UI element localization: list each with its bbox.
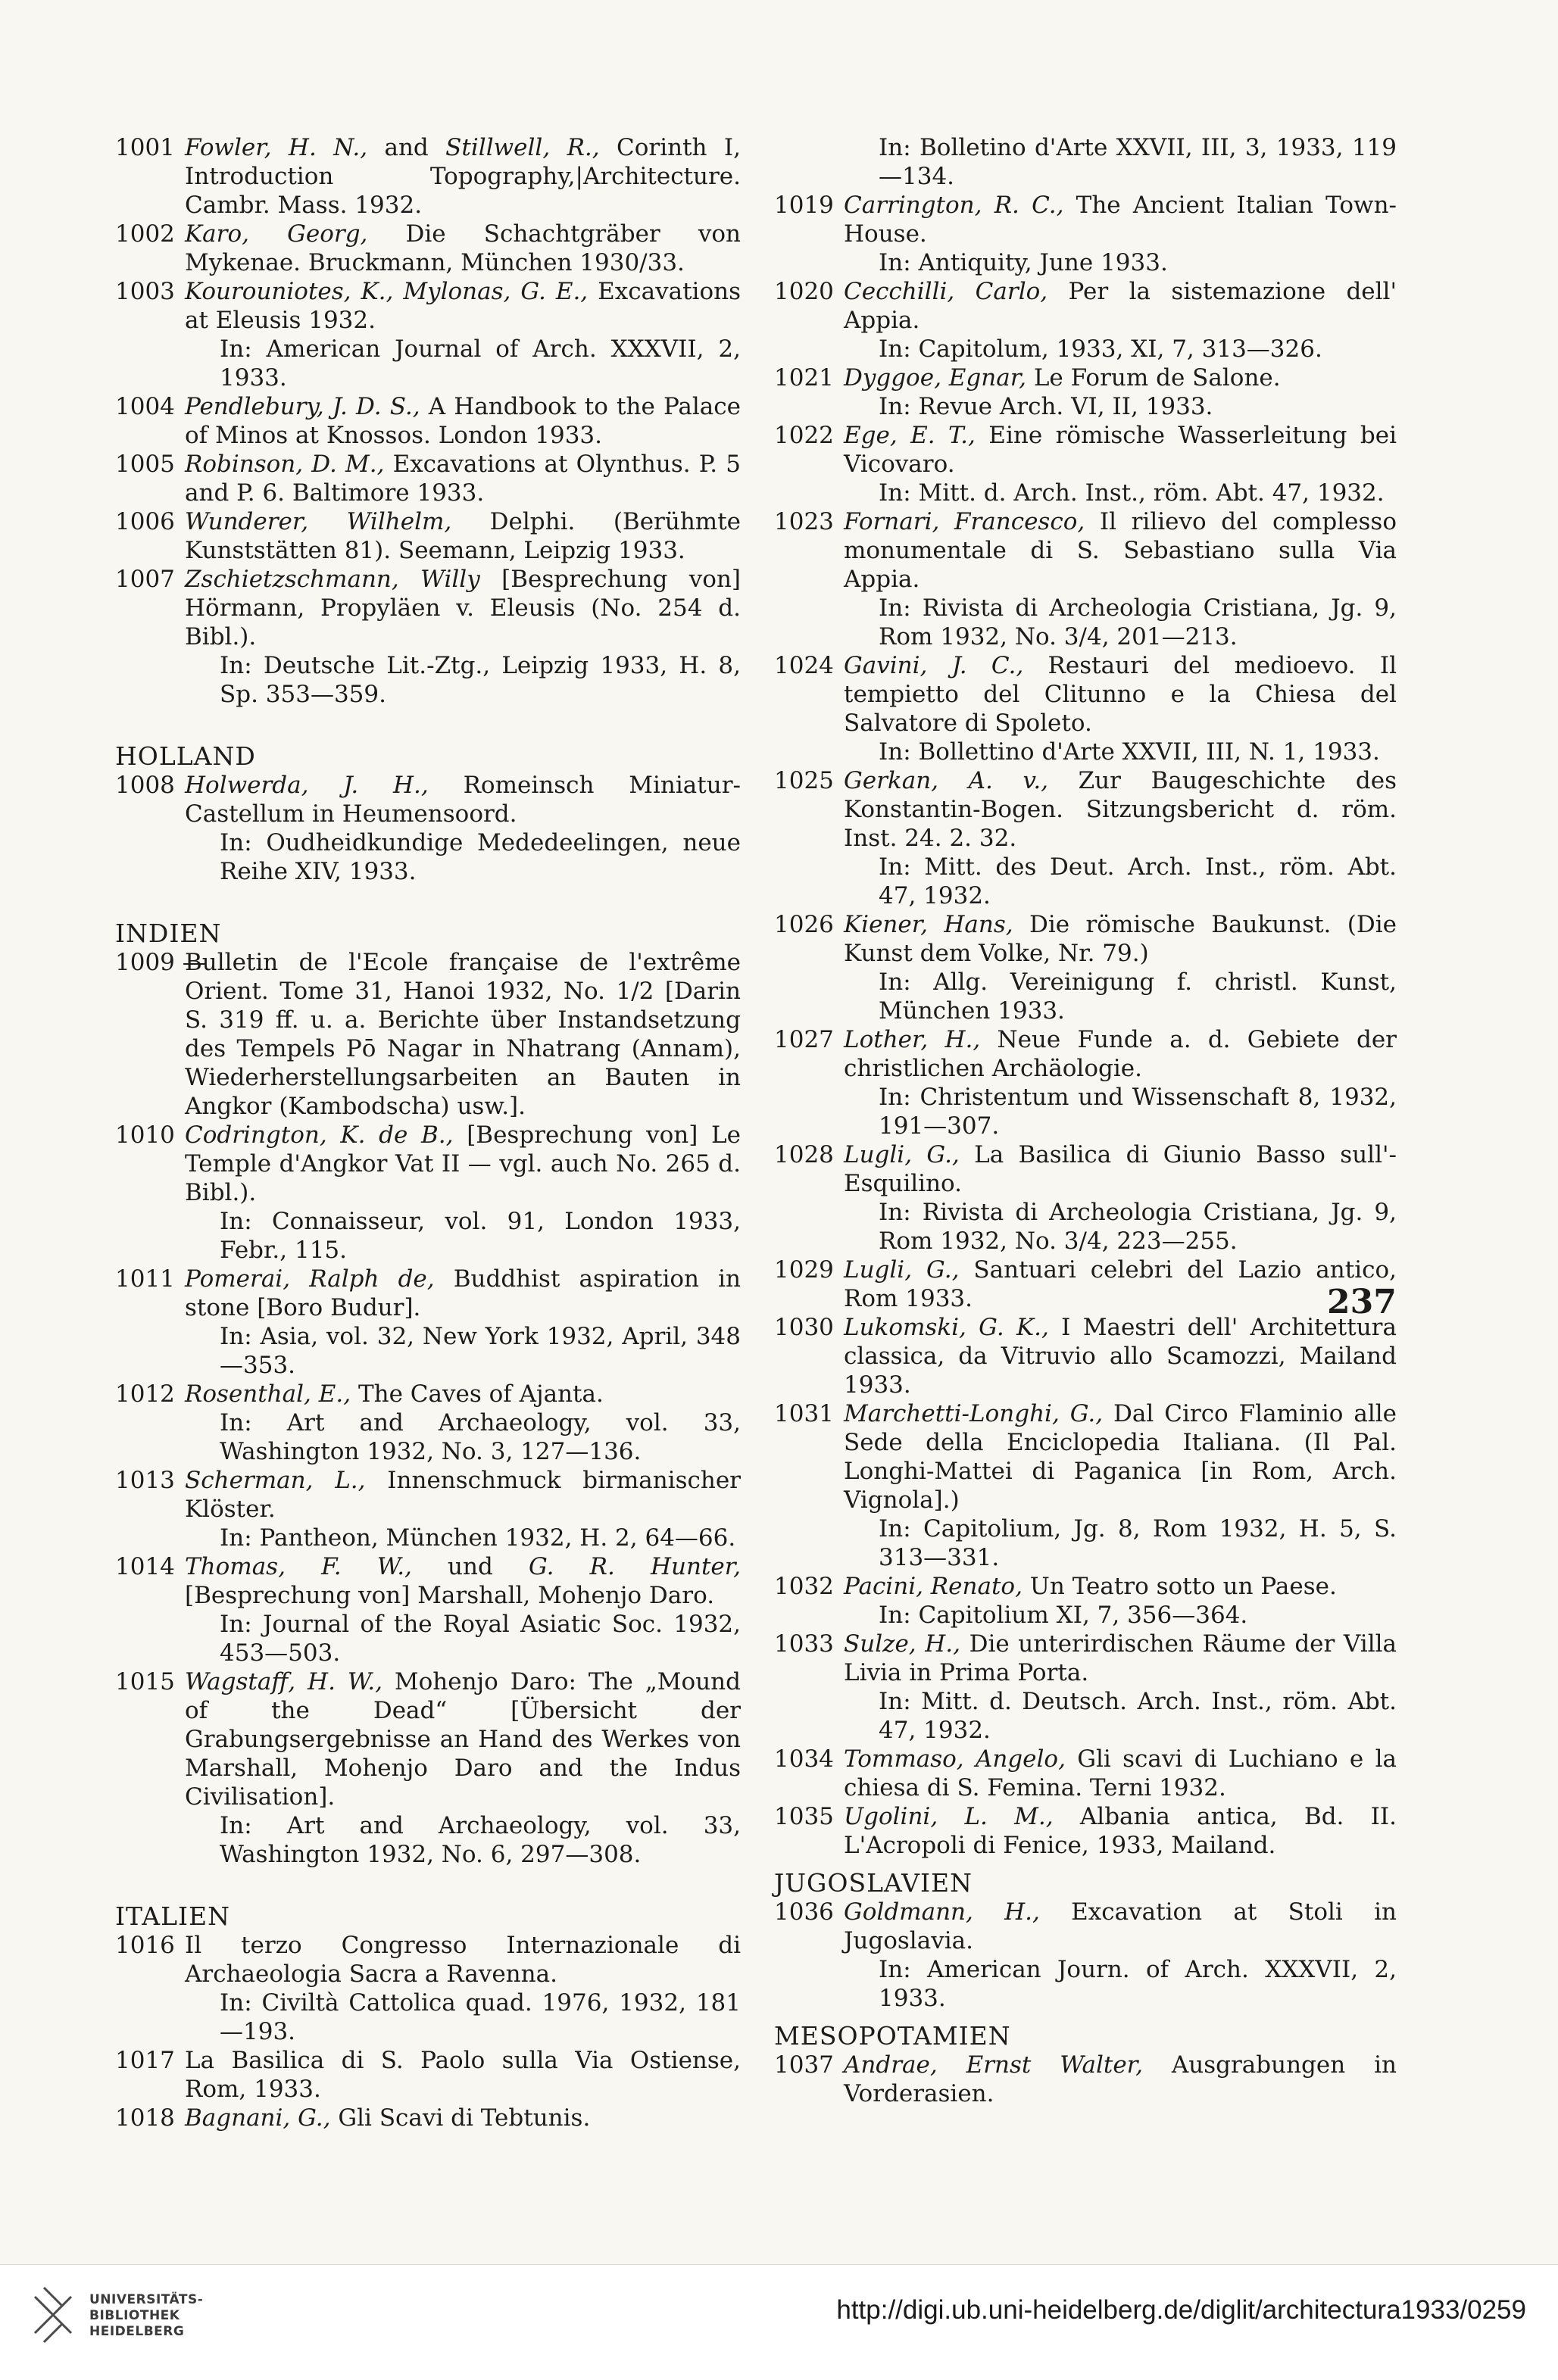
entry-number: 1023	[774, 508, 834, 535]
bibliography-entry	[774, 191, 1397, 277]
entry-body	[185, 507, 741, 565]
entry-source: In: Mitt. d. Deutsch. Arch. Inst., röm. Abt. 47, 1932.	[879, 1688, 1397, 1744]
bibliography-entry	[115, 1265, 741, 1380]
entry-title: Die Schachtgräber von Mykenae. Bruckmann, München 1930/33.	[185, 220, 741, 276]
entry-title: Zur Baugeschichte des Konstantin-Bogen. Sitzungsbericht d. röm. Inst. 24. 2. 32.	[844, 767, 1397, 852]
entry-source: In: Capitolum, 1933, XI, 7, 313—326.	[879, 335, 1322, 363]
entry-author: Kiener, Hans,	[844, 911, 1013, 938]
entry-source: In: Antiquity, June 1933.	[879, 249, 1168, 276]
entry-source: In: Revue Arch. VI, II, 1933.	[879, 393, 1213, 420]
entry-author: Andrae, Ernst Walter,	[844, 2051, 1143, 2079]
entry-author: Cecchilli, Carlo,	[844, 278, 1048, 305]
entry-number: 1010	[115, 1121, 175, 1149]
entry-number: 1033	[774, 1630, 834, 1658]
section-heading: HOLLAND	[115, 741, 256, 771]
entry-author: Wunderer, Wilhelm,	[185, 508, 452, 535]
entry-citation	[844, 421, 1397, 479]
entry-number: 1015	[115, 1668, 175, 1695]
entry-body	[844, 1399, 1397, 1572]
entry-title: Dal Circo Flaminio alle Sede della Enciclopedia Italiana. (Il Pal. Longhi-Mattei di Paganica [in Rom, Arch. Vignola].)	[844, 1400, 1397, 1514]
bibliography-entry	[115, 565, 741, 709]
entry-number: 1016	[115, 1932, 175, 1959]
entry-citation	[185, 2104, 741, 2132]
entry-author: Pendlebury, J. D. S.,	[185, 393, 420, 420]
left-column	[115, 133, 741, 2132]
entry-body	[185, 133, 741, 220]
entry-title: Excavations at Olynthus. P. 5 and P. 6. Baltimore 1933.	[185, 451, 741, 507]
bibliography-entry	[774, 651, 1397, 766]
entry-body	[185, 2046, 741, 2104]
entry-author: Fornari, Francesco,	[844, 508, 1085, 535]
entry-title: Die römische Baukunst. (Die Kunst dem Volke, Nr. 79.)	[844, 911, 1397, 967]
entry-title: Le Forum de Salone.	[1026, 364, 1281, 391]
bibliography-entry	[115, 220, 741, 277]
section-heading: JUGOSLAVIEN	[774, 1868, 973, 1898]
entry-source: In: Bolletino d'Arte XXVII, III, 3, 1933, 119—134.	[879, 134, 1397, 190]
entry-source: In: Oudheidkundige Mededeelingen, neue Reihe XIV, 1933.	[220, 829, 741, 885]
bibliography-entry	[774, 910, 1397, 1025]
library-name	[89, 2292, 203, 2340]
bibliography-entry	[774, 1745, 1397, 1802]
entry-citation	[844, 277, 1397, 335]
entry-number: 1002	[115, 220, 175, 248]
entry-citation	[185, 1380, 741, 1408]
entry-author: Carrington, R. C.,	[844, 192, 1064, 219]
bibliography-entry	[774, 1256, 1397, 1313]
entry-title: The Caves of Ajanta.	[351, 1380, 604, 1408]
entry-body	[844, 1025, 1397, 1140]
entry-source: In: Pantheon, München 1932, H. 2, 64—66.	[220, 1524, 736, 1552]
entry-title: Innenschmuck birmanischer Klöster.	[185, 1467, 741, 1523]
entry-author: Scherman, L.,	[185, 1467, 366, 1494]
entry-title: Santuari celebri del Lazio antico, Rom 1933.	[844, 1256, 1397, 1312]
bibliography-entry	[115, 392, 741, 450]
entry-author: Wagstaff, H. W.,	[185, 1668, 382, 1695]
entry-author: Tommaso, Angelo,	[844, 1745, 1066, 1773]
library-name-line: BIBLIOTHEK	[89, 2308, 180, 2323]
right-column	[774, 133, 1397, 2108]
entry-source: In: American Journ. of Arch. XXXVII, 2, 1933.	[879, 1956, 1397, 2012]
entry-body	[844, 1256, 1397, 1313]
entry-author: Zschietzschmann, Willy	[185, 566, 480, 593]
entry-number: 1031	[774, 1400, 834, 1427]
entry-number: 1003	[115, 278, 175, 305]
entry-citation	[844, 1140, 1397, 1198]
entry-title: La Basilica di Giunio Basso sull'-Esquilino.	[844, 1141, 1397, 1197]
entry-title: Excavations at Eleusis 1932.	[185, 278, 741, 334]
bibliography-entry	[774, 2051, 1397, 2108]
entry-number: 1006	[115, 508, 175, 535]
entry-author: Gerkan, A. v.,	[844, 767, 1049, 794]
library-name-line: UNIVERSITÄTS-	[89, 2292, 204, 2307]
entry-body	[844, 421, 1397, 507]
entry-title: Corinth I, Introduction Topography,|Architecture. Cambr. Mass. 1932.	[185, 134, 742, 219]
entry-number: 1036	[774, 1898, 834, 1926]
entry-number: 1026	[774, 911, 834, 938]
bibliography-entry	[115, 1380, 741, 1466]
entry-number: 1022	[774, 422, 834, 449]
entry-body	[844, 1745, 1397, 1802]
entry-author: Kourouniotes, K., Mylonas, G. E.,	[185, 278, 589, 305]
entry-title: Ausgrabungen in Vorderasien.	[844, 2051, 1397, 2107]
bibliography-entry	[115, 450, 741, 507]
entry-number: 1035	[774, 1803, 834, 1830]
section-heading: ITALIEN	[115, 1901, 230, 1931]
entry-source: In: Christentum und Wissenschaft 8, 1932, 191—307.	[879, 1084, 1397, 1140]
entry-body	[844, 766, 1397, 910]
entry-citation	[185, 1466, 741, 1524]
entry-body	[185, 1552, 741, 1667]
entry-citation	[844, 363, 1397, 392]
entry-citation	[185, 277, 741, 335]
bibliography-entry	[115, 1466, 741, 1552]
entry-title: and	[367, 134, 446, 161]
entry-body	[844, 1630, 1397, 1745]
entry-citation	[844, 1025, 1397, 1083]
entry-title: Gli Scavi di Tebtunis.	[330, 2104, 591, 2132]
entry-title: Per la sistemazione dell' Appia.	[844, 278, 1397, 334]
entry-title: Romeinsch Miniatur-Castellum in Heumensoord.	[185, 772, 741, 828]
bibliography-entry	[774, 277, 1397, 363]
entry-author: Lugli, G.,	[844, 1141, 960, 1168]
entry-author: Ege, E. T.,	[844, 422, 976, 449]
entry-body	[844, 651, 1397, 766]
entry-citation	[185, 2046, 741, 2104]
entry-author: Ugolini, L. M.,	[844, 1803, 1054, 1830]
entry-title: [Besprechung von] Hörmann, Propyläen v. Eleusis (No. 254 d. Bibl.).	[185, 566, 742, 650]
entry-citation	[844, 2051, 1397, 2108]
entry-citation	[185, 392, 741, 450]
entry-citation	[844, 1572, 1397, 1601]
entry-author: Karo, Georg,	[185, 220, 368, 248]
entry-body	[185, 450, 741, 507]
section-heading: INDIEN	[115, 919, 222, 948]
entry-source: In: Journal of the Royal Asiatic Soc. 1932, 453—503.	[220, 1611, 741, 1667]
entry-citation	[185, 1667, 741, 1811]
entry-title: Excavation at Stoli in Jugoslavia.	[844, 1898, 1397, 1954]
entry-author: Lukomski, G. K.,	[844, 1314, 1049, 1341]
library-logo-icon	[30, 2282, 79, 2362]
entry-citation	[844, 1399, 1397, 1514]
bibliography-entry	[774, 1140, 1397, 1256]
entry-citation	[185, 507, 741, 565]
entry-citation	[185, 771, 741, 828]
entry-citation	[844, 1745, 1397, 1802]
entry-title: Eine römische Wasserleitung bei Vicovaro.	[844, 422, 1397, 478]
entry-title: Albania antica, Bd. II. L'Acropoli di Fenice, 1933, Mailand.	[844, 1803, 1397, 1859]
entry-number: 1014	[115, 1553, 175, 1580]
entry-author: Pomerai, Ralph de,	[185, 1265, 435, 1293]
entry-body	[844, 363, 1397, 421]
entry-number: 1011	[115, 1265, 175, 1293]
entry-citation	[844, 766, 1397, 853]
entry-body	[185, 1121, 741, 1265]
bibliography-entry	[774, 766, 1397, 910]
entry-title: A Handbook to the Palace of Minos at Knossos. London 1933.	[185, 393, 742, 449]
entry-citation	[844, 507, 1397, 594]
entry-title: Il terzo Congresso Internazionale di Archaeologia Sacra a Ravenna.	[185, 1932, 741, 1988]
entry-source: In: Mitt. des Deut. Arch. Inst., röm. Abt. 47, 1932.	[879, 853, 1397, 909]
bibliography-entry	[774, 1399, 1397, 1572]
entry-citation	[844, 1898, 1397, 1955]
entry-citation	[185, 450, 741, 507]
bibliography-entry	[774, 1898, 1397, 2013]
entry-body	[185, 220, 741, 277]
entry-author: Pacini, Renato,	[844, 1573, 1023, 1600]
entry-citation	[844, 910, 1397, 968]
bibliography-entry	[774, 1802, 1397, 1860]
bibliography-entry	[115, 1931, 741, 2046]
entry-source: In: Capitolium XI, 7, 356—364.	[879, 1602, 1248, 1629]
entry-title: [Besprechung von] Marshall, Mohenjo Daro.	[185, 1582, 715, 1609]
entry-number: 1013	[115, 1467, 175, 1494]
entry-author: Bagnani, G.,	[185, 2104, 331, 2132]
entry-author: Marchetti-Longhi, G.,	[844, 1400, 1104, 1427]
bibliography-entry	[115, 2104, 741, 2132]
entry-number: 1009 —	[115, 949, 206, 976]
entry-title: I Maestri dell' Architettura classica, da Vitruvio allo Scamozzi, Mailand 1933.	[844, 1314, 1397, 1399]
bibliography-entry	[774, 421, 1397, 507]
entry-author: Holwerda, J. H.,	[185, 772, 429, 799]
entry-body	[185, 565, 741, 709]
entry-body	[185, 2104, 741, 2132]
entry-source: In: Bollettino d'Arte XXVII, III, N. 1, 1933.	[879, 738, 1380, 766]
entry-source: In: Rivista di Archeologia Cristiana, Jg. 9, Rom 1932, No. 3/4, 223—255.	[879, 1199, 1397, 1255]
entry-body	[844, 1898, 1397, 2013]
entry-body	[185, 948, 741, 1121]
entry-body	[185, 1380, 741, 1466]
entry-body	[185, 771, 741, 886]
entry-number: 1008	[115, 772, 175, 799]
entry-citation	[185, 1121, 741, 1207]
entry-title: Restauri del medioevo. Il tempietto del Clitunno e la Chiesa del Salvatore di Spoleto.	[844, 652, 1397, 737]
entry-citation	[844, 191, 1397, 248]
entry-author: Thomas, F. W.,	[185, 1553, 412, 1580]
source-url-link[interactable]: http://digi.ub.uni-heidelberg.de/diglit/architectura1933/0259	[836, 2295, 1526, 2325]
entry-number: 1030	[774, 1314, 834, 1341]
bibliography-entry	[115, 1552, 741, 1667]
entry-body	[844, 910, 1397, 1025]
entry-body	[844, 1140, 1397, 1256]
entry-title: Mohenjo Daro: The „Mound of the Dead“ [Übersicht der Grabungsergebnisse an Hand des Werkes von Marshall, Mohenjo Daro and the Indus Civilisation].	[185, 1668, 741, 1811]
bibliography-entry	[774, 133, 1397, 191]
entry-source: In: Connaisseur, vol. 91, London 1933, Febr., 115.	[220, 1208, 741, 1264]
entry-title: Il rilievo del complesso monumentale di S. Sebastiano sulla Via Appia.	[844, 508, 1397, 593]
bibliography-entry	[115, 133, 741, 220]
library-name-line: HEIDELBERG	[89, 2324, 185, 2339]
entry-source: In: Art and Archaeology, vol. 33, Washington 1932, No. 3, 127—136.	[220, 1409, 741, 1465]
entry-citation	[844, 1630, 1397, 1687]
entry-title: Bulletin de l'Ecole française de l'extrême Orient. Tome 31, Hanoi 1932, No. 1/2 [Darin S. 319 ff. u. a. Berichte über Instandsetzung des Tempels Pō Nagar in Nhatrang (Annam), Wiederherstellungsarbeiten an Bauten in Angkor (Kambodscha) usw.].	[185, 949, 741, 1120]
bibliography-entry	[115, 507, 741, 565]
entry-author: Goldmann, H.,	[844, 1898, 1040, 1926]
bibliography-entry	[115, 2046, 741, 2104]
entry-author: Rosenthal, E.,	[185, 1380, 351, 1408]
entry-citation	[185, 1552, 741, 1610]
entry-number: 1001	[115, 134, 175, 161]
entry-title: Delphi. (Berühmte Kunststätten 81). Seemann, Leipzig 1933.	[185, 508, 741, 564]
entry-number: 1021	[774, 364, 834, 391]
entry-number: 1025	[774, 767, 834, 794]
entry-citation	[185, 220, 741, 277]
entry-source: In: Rivista di Archeologia Cristiana, Jg. 9, Rom 1932, No. 3/4, 201—213.	[879, 594, 1397, 650]
entry-number: 1005	[115, 451, 175, 478]
entry-author: Lother, H.,	[844, 1026, 981, 1053]
bibliography-entry	[774, 1572, 1397, 1630]
page-number: 237	[1327, 1283, 1397, 1321]
entry-citation	[844, 1313, 1397, 1399]
entry-source: In: Asia, vol. 32, New York 1932, April, 348—353.	[220, 1323, 741, 1379]
entry-source: In: Deutsche Lit.-Ztg., Leipzig 1933, H. 8, Sp. 353—359.	[220, 652, 741, 708]
entry-author: G. R. Hunter,	[528, 1553, 742, 1580]
bibliography-entry	[774, 1313, 1397, 1399]
entry-number: 1017	[115, 2047, 175, 2074]
entry-citation	[844, 1256, 1397, 1313]
entry-citation	[185, 1931, 741, 1989]
entry-author: Fowler, H. N.,	[185, 134, 368, 161]
entry-body	[185, 392, 741, 450]
entry-body	[844, 1802, 1397, 1860]
entry-number: 1018	[115, 2104, 175, 2132]
bibliography-entry	[115, 1121, 741, 1265]
bibliography-entry	[774, 507, 1397, 651]
entry-title: La Basilica di S. Paolo sulla Via Ostiense, Rom, 1933.	[185, 2047, 741, 2103]
entry-number: 1027	[774, 1026, 834, 1053]
bibliography-entry	[115, 277, 741, 392]
entry-number: 1019	[774, 192, 834, 219]
entry-citation	[185, 948, 741, 1121]
entry-body	[844, 277, 1397, 363]
entry-source: In: Mitt. d. Arch. Inst., röm. Abt. 47, 1932.	[879, 479, 1385, 507]
entry-title: [Besprechung von] Le Temple d'Angkor Vat II — vgl. auch No. 265 d. Bibl.).	[185, 1121, 741, 1206]
bibliography-entry	[774, 363, 1397, 421]
entry-author: Lugli, G.,	[844, 1256, 960, 1284]
entry-source: In: Civiltà Cattolica quad. 1976, 1932, 181—193.	[220, 1989, 741, 2045]
section-heading: MESOPOTAMIEN	[774, 2021, 1011, 2051]
entry-number: 1007	[115, 566, 175, 593]
entry-body	[844, 2051, 1397, 2108]
entry-citation	[185, 1265, 741, 1322]
entry-body	[844, 1313, 1397, 1399]
entry-body	[844, 133, 1397, 191]
entry-title: Un Teatro sotto un Paese.	[1022, 1573, 1337, 1600]
entry-source: In: American Journal of Arch. XXXVII, 2, 1933.	[220, 335, 741, 391]
entry-author: Gavini, J. C.,	[844, 652, 1024, 679]
bibliography-entry	[774, 1025, 1397, 1140]
entry-author: Robinson, D. M.,	[185, 451, 385, 478]
entry-number: 1028	[774, 1141, 834, 1168]
entry-number	[774, 133, 844, 191]
entry-number: 1032	[774, 1573, 834, 1600]
entry-title: Gli scavi di Luchiano e la chiesa di S. Femina. Terni 1932.	[844, 1745, 1397, 1801]
entry-source: In: Capitolium, Jg. 8, Rom 1932, H. 5, S. 313—331.	[879, 1515, 1397, 1571]
bibliography-entry	[115, 771, 741, 886]
entry-body	[844, 191, 1397, 277]
entry-body	[185, 1466, 741, 1552]
bibliography-entry	[774, 1630, 1397, 1745]
entry-author: Stillwell, R.,	[445, 134, 600, 161]
entry-title: Neue Funde a. d. Gebiete der christlichen Archäologie.	[844, 1026, 1397, 1082]
entry-number: 1020	[774, 278, 834, 305]
entry-number: 1004	[115, 393, 175, 420]
entry-number: 1029	[774, 1256, 834, 1284]
entry-author: Sulze, H.,	[844, 1630, 960, 1658]
entry-title: und	[411, 1553, 529, 1580]
entry-body	[844, 507, 1397, 651]
entry-source: In: Allg. Vereinigung f. christl. Kunst, München 1933.	[879, 969, 1397, 1025]
entry-citation	[185, 133, 741, 220]
entry-number: 1034	[774, 1745, 834, 1773]
entry-number: 1037	[774, 2051, 834, 2079]
entry-body	[185, 1265, 741, 1380]
entry-body	[844, 1572, 1397, 1630]
entry-number: 1012	[115, 1380, 175, 1408]
entry-author: Codrington, K. de B.,	[185, 1121, 454, 1149]
entry-title: Buddhist aspiration in stone [Boro Budur].	[185, 1265, 741, 1321]
entry-title: The Ancient Italian Town-House.	[844, 192, 1397, 248]
entry-body	[185, 277, 741, 392]
entry-body	[185, 1931, 741, 2046]
entry-source: In: Art and Archaeology, vol. 33, Washington 1932, No. 6, 297—308.	[220, 1812, 741, 1868]
footer-bar	[0, 2264, 1558, 2380]
bibliography-entry	[115, 1667, 741, 1869]
entry-body	[185, 1667, 741, 1869]
entry-author: Dyggoe, Egnar,	[844, 364, 1026, 391]
entry-citation	[844, 1802, 1397, 1860]
bibliography-entry	[115, 948, 741, 1121]
entry-citation	[185, 565, 741, 651]
entry-citation	[844, 651, 1397, 738]
entry-number: 1024	[774, 652, 834, 679]
entry-title: Die unterirdischen Räume der Villa Livia in Prima Porta.	[844, 1630, 1397, 1686]
